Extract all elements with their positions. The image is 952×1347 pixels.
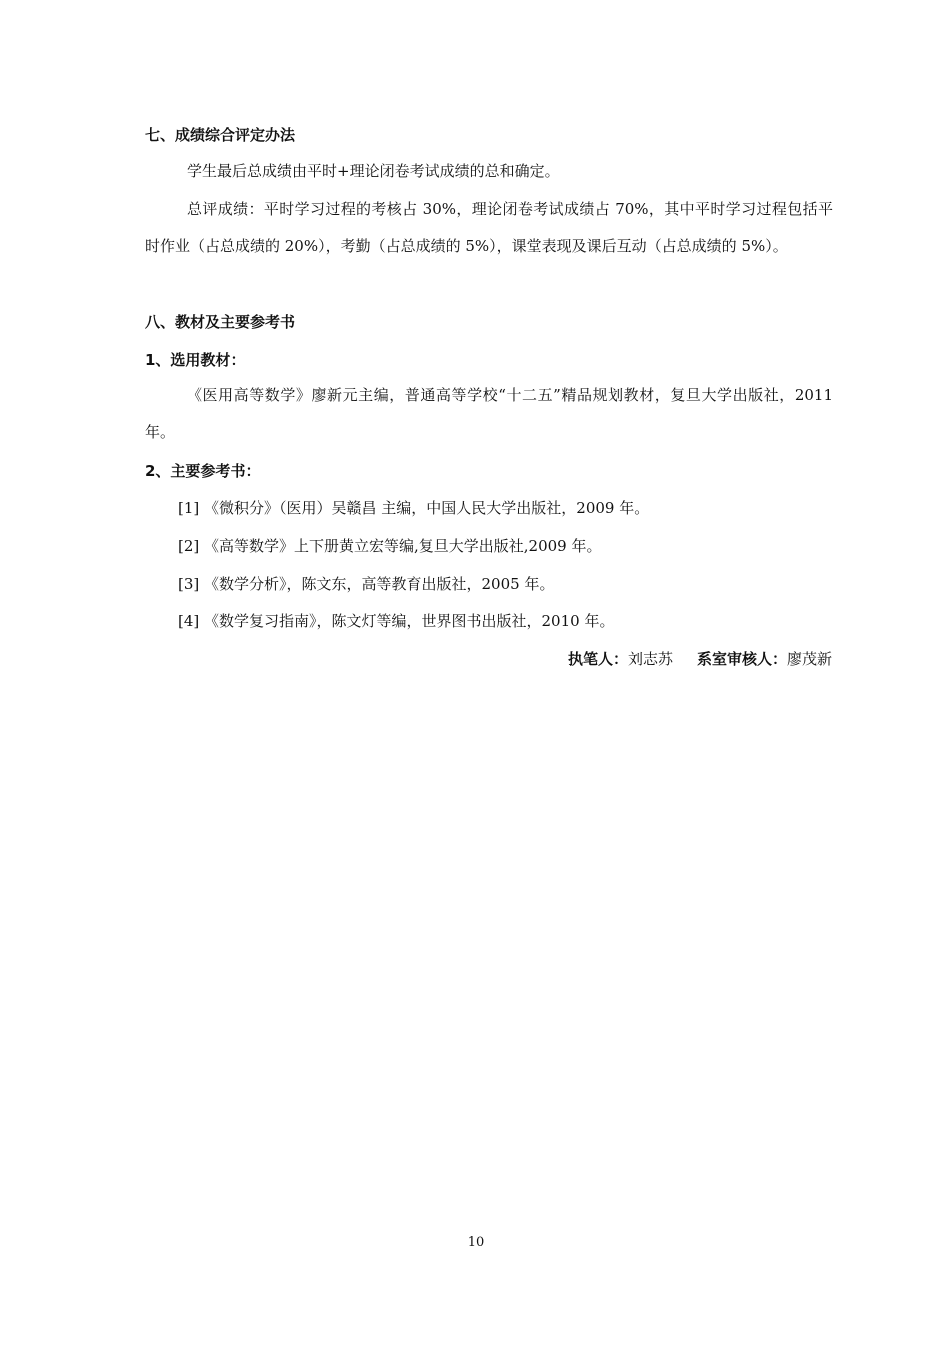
- author-name: 刘志苏: [627, 650, 673, 668]
- section-7-heading: 七、成绩综合评定办法: [145, 126, 296, 144]
- page-number: 10: [467, 1235, 485, 1250]
- reviewer-label: 系室审核人：: [696, 650, 787, 668]
- section-8-heading: 八、教材及主要参考书: [145, 313, 296, 331]
- reference-item: [2] 《高等数学》上下册黄立宏等编,复旦大学出版社,2009 年。: [178, 537, 602, 555]
- textbook-heading: 1、选用教材：: [145, 351, 246, 369]
- author-label: 执笔人：: [567, 650, 628, 668]
- references-heading: 2、主要参考书：: [145, 462, 261, 480]
- grading-detail-paragraph: 总评成绩：平时学习过程的考核占 30%，理论闭卷考试成绩占 70%，其中平时学习过程包括平时作业（占总成绩的 20%），考勤（占总成绩的 5%），课堂表现及课后互动（占总成绩的 5%）。: [145, 200, 833, 255]
- reference-item: [4] 《数学复习指南》，陈文灯等编，世界图书出版社，2010 年。: [178, 612, 615, 630]
- signature-line: [568, 648, 832, 670]
- reference-item: [3] 《数学分析》，陈文东，高等教育出版社，2005 年。: [178, 575, 555, 593]
- reference-item: [1] 《微积分》（医用）吴赣昌 主编，中国人民大学出版社，2009 年。: [178, 499, 650, 517]
- textbook-paragraph: 《医用高等数学》廖新元主编，普通高等学校“十二五”精品规划教材，复旦大学出版社，2011 年。: [145, 386, 833, 441]
- reviewer-name: 廖茂新: [786, 650, 832, 668]
- grading-intro-paragraph: 学生最后总成绩由平时+理论闭卷考试成绩的总和确定。: [187, 162, 560, 180]
